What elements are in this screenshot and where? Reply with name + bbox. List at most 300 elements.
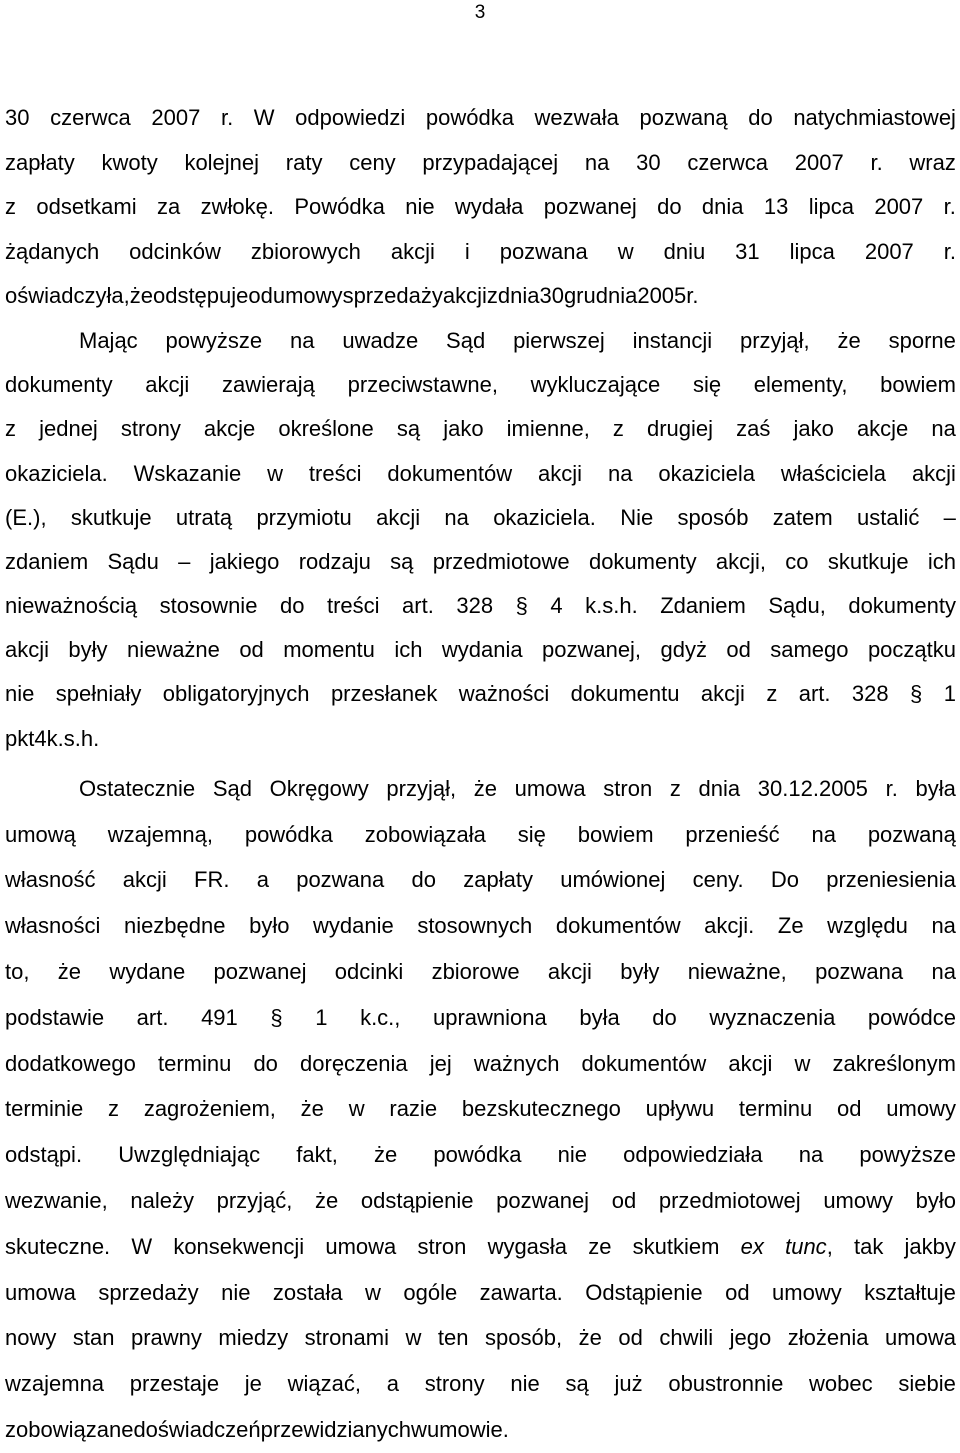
word: Zdaniem — [660, 593, 746, 619]
word: że — [300, 1096, 324, 1122]
word: zobowiązała — [364, 821, 486, 847]
word: nie — [5, 681, 35, 707]
word: obustronnie — [668, 1371, 784, 1397]
word: r. — [686, 283, 699, 309]
word: przyjął, — [386, 775, 457, 801]
word: instancji — [632, 327, 713, 353]
word: skutkuje — [70, 504, 152, 530]
word: 1 — [943, 681, 956, 707]
word: pozwanej — [213, 959, 307, 985]
word: zwłokę. — [200, 194, 274, 220]
word: dodatkowego — [5, 1050, 136, 1076]
word: czerwca — [50, 105, 131, 130]
word: upływu — [645, 1096, 715, 1122]
word: akcji — [145, 372, 190, 398]
word: ze — [588, 1233, 612, 1259]
word: dniu — [663, 238, 706, 264]
word: wezwała — [534, 105, 619, 130]
word: z — [766, 681, 778, 707]
word: to, — [5, 959, 30, 985]
word: przypadającej — [422, 149, 559, 175]
word: stron — [603, 775, 653, 801]
word: prawny — [130, 1325, 202, 1351]
word: zapłaty — [463, 867, 533, 893]
word: art. — [798, 681, 831, 707]
word: akcji — [376, 504, 421, 530]
word: wydania — [441, 637, 523, 663]
word: wyznaczenia — [709, 1004, 836, 1030]
word: umowy — [823, 1188, 893, 1214]
word: odpowiedzi — [295, 105, 406, 130]
word: stosownych — [417, 913, 533, 939]
word: zaś — [736, 416, 771, 442]
word: obligatoryjnych — [162, 681, 310, 707]
word: stron — [417, 1233, 467, 1259]
word: 328 — [851, 681, 889, 707]
word: akcji — [547, 959, 592, 985]
word: umowa — [514, 775, 586, 801]
word: okaziciela. — [493, 504, 596, 530]
word: (E.), — [5, 504, 47, 530]
word: należy — [130, 1188, 194, 1214]
word: własności — [5, 913, 101, 939]
word: wydane — [109, 959, 186, 985]
word: 2005 — [637, 283, 687, 309]
word: wobec — [809, 1371, 873, 1397]
word: akcji — [728, 1050, 773, 1076]
word: kwoty — [101, 149, 158, 175]
word: 4 — [550, 593, 563, 619]
word: odcinki — [334, 959, 404, 985]
word: na — [290, 327, 315, 353]
word: lipca — [808, 194, 854, 220]
word: akcji — [538, 460, 583, 486]
text-line — [5, 995, 956, 1041]
word: złożenia — [787, 1325, 869, 1351]
word: z — [669, 775, 681, 801]
word: 13 — [763, 194, 789, 220]
text-line — [5, 766, 956, 812]
word: w — [267, 460, 284, 486]
word: akcji — [390, 238, 435, 264]
word: miedzy — [218, 1325, 289, 1351]
word: nieważne — [126, 637, 220, 663]
word: jako — [443, 416, 484, 442]
word: r. — [943, 238, 956, 264]
word: ceny — [349, 149, 396, 175]
word: dokumentu — [570, 681, 680, 707]
word: FR. — [194, 867, 230, 893]
word: przeciwstawne, — [347, 372, 498, 398]
word: od — [837, 1096, 862, 1122]
word: pozwana — [499, 238, 588, 264]
word: wydanie — [313, 913, 394, 939]
word: właściciela — [780, 460, 887, 486]
word: odcinków — [129, 238, 221, 264]
word: przestaje — [129, 1371, 220, 1397]
word: z — [612, 416, 624, 442]
word: art. — [136, 1004, 169, 1030]
text-line — [5, 1086, 956, 1132]
word: 30 — [636, 149, 661, 175]
text-line — [5, 274, 956, 319]
word: wydała — [454, 194, 524, 220]
word: sposób, — [485, 1325, 563, 1351]
word: drugiej — [647, 416, 714, 442]
word: wzajemną, — [107, 821, 213, 847]
word: ogóle — [403, 1279, 458, 1305]
word: treści — [308, 460, 362, 486]
word: do — [279, 593, 305, 619]
word: a — [256, 867, 269, 893]
word: zbiorowe — [431, 959, 520, 985]
word: terminu — [738, 1096, 813, 1122]
word: umówionej — [560, 867, 666, 893]
word: dokumenty — [5, 372, 113, 398]
word: jej — [429, 1050, 452, 1076]
word: uwadze — [342, 327, 419, 353]
text-line — [5, 949, 956, 995]
word: treści — [326, 593, 380, 619]
word: dnia — [701, 194, 744, 220]
word: na — [931, 959, 956, 985]
word: do — [652, 1004, 677, 1030]
word: jego — [729, 1325, 772, 1351]
word: i — [464, 238, 470, 264]
word: została — [272, 1279, 343, 1305]
word: 328 — [456, 593, 494, 619]
word: są — [565, 1371, 589, 1397]
word: wezwanie, — [5, 1188, 108, 1214]
word: w — [348, 1096, 365, 1122]
word: sprzedaży — [342, 283, 443, 309]
word: sporne — [888, 327, 956, 353]
word: się — [692, 372, 722, 398]
word: do — [253, 1050, 278, 1076]
word: umowy — [886, 1096, 956, 1122]
word: pozwanej — [543, 194, 637, 220]
text-line — [5, 1041, 956, 1087]
word: na — [931, 416, 956, 442]
text-line — [5, 717, 956, 761]
word: akcji — [442, 283, 487, 309]
text-line — [5, 903, 956, 949]
word: wzajemna — [5, 1371, 105, 1397]
text-line — [5, 496, 956, 540]
word: w — [405, 1325, 422, 1351]
word: 30 — [539, 283, 564, 309]
text-line — [5, 230, 956, 275]
word: dnia — [698, 775, 741, 801]
word: Do — [770, 867, 799, 893]
word: na — [584, 149, 610, 175]
word: odstąpi. — [5, 1142, 83, 1168]
word: raty — [285, 149, 323, 175]
word: umowa — [325, 1233, 397, 1259]
word: nieważnością — [5, 593, 138, 619]
paragraph-3 — [5, 766, 956, 1453]
word: akcji. — [704, 913, 755, 939]
word: podstawie — [5, 1004, 105, 1030]
word: od — [618, 1325, 643, 1351]
word: umowy — [272, 283, 343, 309]
word: pozwanej, — [541, 637, 642, 663]
text-line — [5, 185, 956, 230]
word: ich — [927, 548, 956, 574]
word: 2007 — [864, 238, 914, 264]
word: zobowiązane — [5, 1417, 134, 1442]
word: zapłaty — [5, 149, 75, 175]
word: gdyż — [660, 637, 707, 663]
word: względu — [827, 913, 908, 939]
word: akcje — [203, 416, 256, 442]
word: że — [315, 1188, 339, 1214]
word: momentu — [283, 637, 375, 663]
word: zakreślonym — [832, 1050, 956, 1076]
word: dokumenty — [848, 593, 956, 619]
word: niezbędne — [123, 913, 226, 939]
text-line — [5, 540, 956, 584]
word: nie — [510, 1371, 540, 1397]
word: umowie. — [426, 1417, 509, 1442]
word: dokumentów — [387, 460, 513, 486]
word: zawierają — [221, 372, 315, 398]
word: było — [249, 913, 290, 939]
word: razie — [389, 1096, 438, 1122]
word: 30.12.2005 — [757, 775, 868, 801]
word: umowa — [5, 1279, 76, 1305]
word: za — [157, 194, 181, 220]
word: chwili — [659, 1325, 714, 1351]
word: Powódka — [294, 194, 385, 220]
word: Sądu, — [768, 593, 826, 619]
word: imienne, — [506, 416, 590, 442]
word: przedmiotowe — [432, 548, 570, 574]
word: powyższe — [165, 327, 263, 353]
word: Okręgowy — [269, 775, 369, 801]
word: Uwzględniając — [118, 1142, 261, 1168]
word: umową — [5, 821, 76, 847]
word: od — [725, 1279, 750, 1305]
word: określone — [278, 416, 374, 442]
word: były — [620, 959, 660, 985]
word: Sądu — [107, 548, 159, 574]
text-line — [5, 1270, 956, 1316]
word: powódka — [244, 821, 333, 847]
word: siebie — [898, 1371, 956, 1397]
word: wraz — [909, 149, 956, 175]
word: stronami — [304, 1325, 389, 1351]
word: sposób — [677, 504, 749, 530]
word: k.s.h. — [585, 593, 638, 619]
word: art. — [402, 593, 434, 619]
word: bowiem — [577, 821, 654, 847]
word: skutkiem — [632, 1233, 720, 1259]
word: rodzaju — [298, 548, 371, 574]
word: kolejnej — [184, 149, 260, 175]
word: co — [785, 548, 809, 574]
word: terminie — [5, 1096, 84, 1122]
word: Ze — [777, 913, 804, 939]
word: od — [611, 1188, 637, 1214]
text-line — [5, 628, 956, 672]
word: że — [473, 775, 497, 801]
word: akcje — [856, 416, 909, 442]
word: wygasła — [487, 1233, 568, 1259]
word: zatem — [772, 504, 833, 530]
word: własność — [5, 867, 96, 893]
word: r. — [220, 105, 234, 130]
text-line — [5, 584, 956, 628]
word: są — [390, 548, 414, 574]
word: W — [253, 105, 275, 130]
word: bezskutecznego — [461, 1096, 621, 1122]
word: na — [444, 504, 469, 530]
word: k.c., — [360, 1004, 401, 1030]
word: akcji — [122, 867, 167, 893]
word: fakt, — [296, 1142, 338, 1168]
word: okaziciela — [658, 460, 755, 486]
word: nie — [557, 1142, 587, 1168]
word: 4 — [34, 725, 47, 751]
word: akcji — [700, 681, 745, 707]
word: już — [614, 1371, 643, 1397]
word: odpowiedziała — [623, 1142, 763, 1168]
paragraph-1 — [5, 96, 956, 319]
word: nowy — [5, 1325, 57, 1351]
word: tak — [854, 1233, 884, 1259]
word: przyjąć, — [216, 1188, 293, 1214]
word: w — [411, 1417, 427, 1442]
word: doręczenia — [300, 1050, 408, 1076]
word: że — [57, 959, 82, 985]
text-line — [5, 857, 956, 903]
word: terminu — [157, 1050, 232, 1076]
text-line — [5, 1224, 956, 1270]
word: 1 — [315, 1004, 328, 1030]
word: stan — [72, 1325, 115, 1351]
word: Nie — [620, 504, 654, 530]
word: są — [396, 416, 421, 442]
word: a — [386, 1371, 399, 1397]
word: Sąd — [446, 327, 486, 353]
word: elementy, — [753, 372, 848, 398]
word: uprawniona — [433, 1004, 547, 1030]
word: sprzedaży — [98, 1279, 199, 1305]
word: powódce — [867, 1004, 956, 1030]
word: strony — [120, 416, 181, 442]
word: – — [943, 504, 956, 530]
word: przyjął, — [739, 327, 810, 353]
word: umowy — [772, 1279, 842, 1305]
word: było — [915, 1188, 956, 1214]
text-line — [5, 407, 956, 451]
word: 491 — [201, 1004, 238, 1030]
text-line — [5, 1407, 956, 1453]
word: dokumentów — [555, 913, 681, 939]
word: akcji, — [715, 548, 766, 574]
word: od — [248, 283, 273, 309]
word: samego — [770, 637, 849, 663]
word: do — [748, 105, 773, 130]
word: od — [239, 637, 264, 663]
word: – — [178, 548, 191, 574]
word: k.s.h. — [46, 725, 100, 751]
word: jednej — [39, 416, 98, 442]
word: odstąpienie — [360, 1188, 474, 1214]
word: grudnia — [563, 283, 638, 309]
word: z — [5, 194, 16, 220]
text-line — [5, 1132, 956, 1178]
word: r. — [870, 149, 883, 175]
word: Ostatecznie — [79, 775, 196, 801]
word: lipca — [789, 238, 835, 264]
word: dokumenty — [588, 548, 697, 574]
word: oświadczyła, — [5, 283, 130, 309]
text-line — [5, 363, 956, 407]
word: wiązać, — [287, 1371, 362, 1397]
word: na — [607, 460, 633, 486]
word: żądanych — [5, 238, 100, 264]
word: bowiem — [880, 372, 956, 398]
word: pozwaną — [639, 105, 728, 130]
text-line — [5, 1178, 956, 1224]
word: wykluczające — [530, 372, 661, 398]
word: 2007 — [874, 194, 924, 220]
word: umowa — [885, 1325, 956, 1351]
word: ich — [394, 637, 423, 663]
word: powódka — [425, 105, 514, 130]
word: pozwaną — [867, 821, 956, 847]
word: Sąd — [212, 775, 252, 801]
word: przedmiotowej — [658, 1188, 801, 1214]
text-line — [5, 141, 956, 186]
text-line — [5, 452, 956, 496]
word: Wskazanie — [133, 460, 242, 486]
paragraph-2 — [5, 319, 956, 761]
word: natychmiastowej — [793, 105, 956, 130]
word: skuteczne. — [5, 1233, 111, 1259]
word: do — [411, 867, 437, 893]
word: przesłanek — [330, 681, 438, 707]
word: § — [515, 593, 528, 619]
word: była — [579, 1004, 620, 1030]
word: § — [910, 681, 923, 707]
word: powódka — [433, 1142, 522, 1168]
word: ważności — [458, 681, 550, 707]
text-line — [5, 1361, 956, 1407]
word: z — [5, 416, 16, 442]
word: w — [617, 238, 634, 264]
word: przenieść — [685, 821, 780, 847]
word: przewidzianych — [260, 1417, 412, 1442]
word: że — [578, 1325, 602, 1351]
word: początku — [867, 637, 956, 663]
word: przeniesienia — [826, 867, 956, 893]
word: ceny. — [692, 867, 744, 893]
word: w — [365, 1279, 381, 1305]
word: 2007 — [794, 149, 844, 175]
word: okaziciela. — [5, 460, 108, 486]
word: nie — [221, 1279, 251, 1305]
word: na — [798, 1142, 824, 1168]
word: pierwszej — [513, 327, 605, 353]
word: były — [68, 637, 108, 663]
word: że — [129, 283, 153, 309]
word: 2007 — [151, 105, 201, 130]
word: strony — [424, 1371, 485, 1397]
text-line — [5, 1315, 956, 1361]
